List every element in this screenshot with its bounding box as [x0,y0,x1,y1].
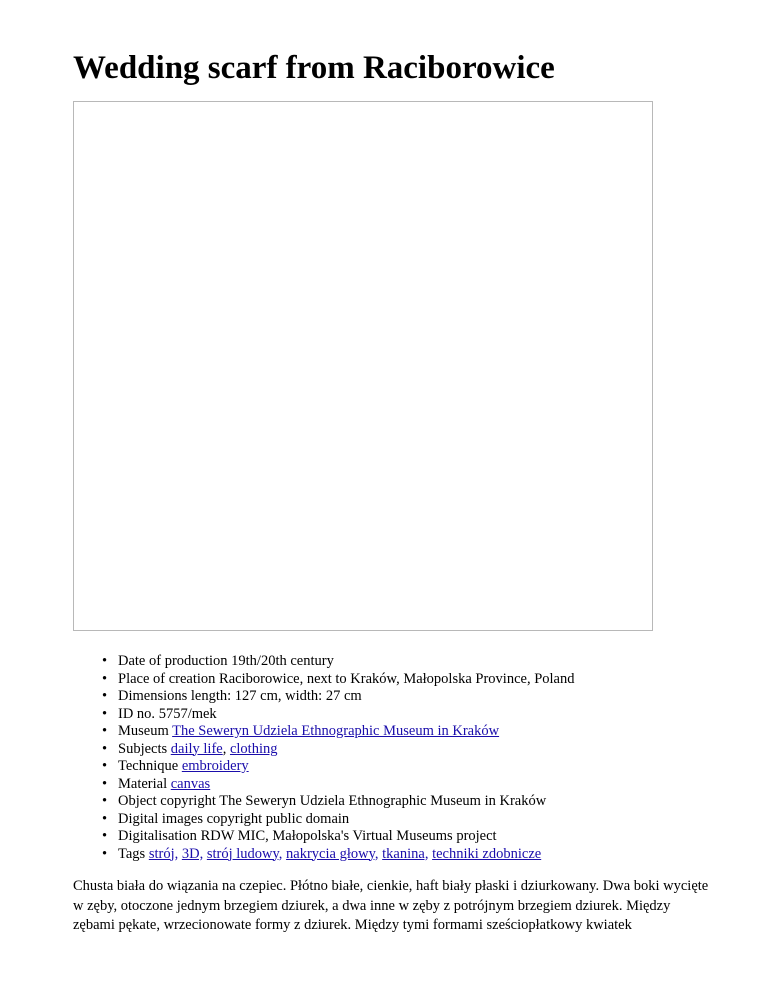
meta-label: Technique [118,758,179,774]
tag-link-techniki-zdobnicze[interactable]: techniki zdobnicze [432,845,542,862]
meta-digital-images-copyright [118,811,575,829]
tag-link-stroj-ludowy[interactable]: strój ludowy, [206,845,283,862]
meta-object-copyright [118,793,575,811]
meta-place-of-creation [118,671,575,689]
page-title: Wedding scarf from Raciborowice [73,50,555,86]
meta-value: RDW MIC, Małopolska's Virtual Museums project [200,828,497,844]
meta-label: Tags [118,845,146,862]
meta-dimensions [118,688,575,706]
technique-link-embroidery[interactable]: embroidery [181,758,249,774]
meta-id-no [118,706,575,724]
meta-museum [118,723,575,741]
metadata-list [118,653,575,863]
meta-value: The Seweryn Udziela Ethnographic Museum in Kraków [219,793,547,809]
meta-label: Subjects [118,740,168,757]
meta-value: 19th/20th century [231,653,334,669]
tag-link-stroj[interactable]: strój, [148,845,179,862]
subject-link-clothing[interactable]: clothing [229,740,278,757]
meta-digitalisation [118,828,575,846]
meta-value: public domain [265,810,350,827]
meta-value: length: 127 cm, width: 27 cm [190,688,362,704]
description-paragraph: Chusta biała do wiązania na czepiec. Płótno białe, cienkie, haft biały płaski i dziurkowany. Dwa boki wycięte w zęby, otoczone jednym brzegiem dziurek, a dwa inne w zęby z potrójnym brzegiem dziurek. Między zębami pękate, wrzecionowate formy z dziurek. Między tymi formami sześciopłatkowy kwiatek [73,878,709,933]
meta-label: Place of creation [118,670,216,687]
meta-label: Digitalisation [118,828,197,844]
meta-technique [118,758,575,776]
tag-link-nakrycia-glowy[interactable]: nakrycia głowy, [286,845,379,862]
tag-link-tkanina[interactable]: tkanina, [382,845,429,862]
meta-date-of-production [118,653,575,671]
meta-label: Digital images copyright [118,810,263,827]
meta-material [118,776,575,794]
meta-value: Raciborowice, next to Kraków, Małopolska Province, Poland [219,670,575,687]
meta-value: 5757/mek [158,705,217,722]
meta-label: Museum [118,723,169,739]
meta-subjects: • Subjects daily life, clothing [118,741,575,759]
subject-link-daily-life[interactable]: daily life [170,740,223,757]
tag-link-3d[interactable]: 3D, [181,845,204,862]
museum-link[interactable]: The Seweryn Udziela Ethnographic Museum in Kraków [172,723,500,739]
meta-label: Date of production [118,653,228,669]
meta-label: Object copyright [118,793,216,809]
meta-label: Dimensions [118,688,188,704]
material-link-canvas[interactable]: canvas [170,775,211,792]
meta-label: ID no. [118,705,156,722]
meta-tags [118,846,575,864]
meta-label: Material [118,775,168,792]
object-image-placeholder [73,101,653,631]
